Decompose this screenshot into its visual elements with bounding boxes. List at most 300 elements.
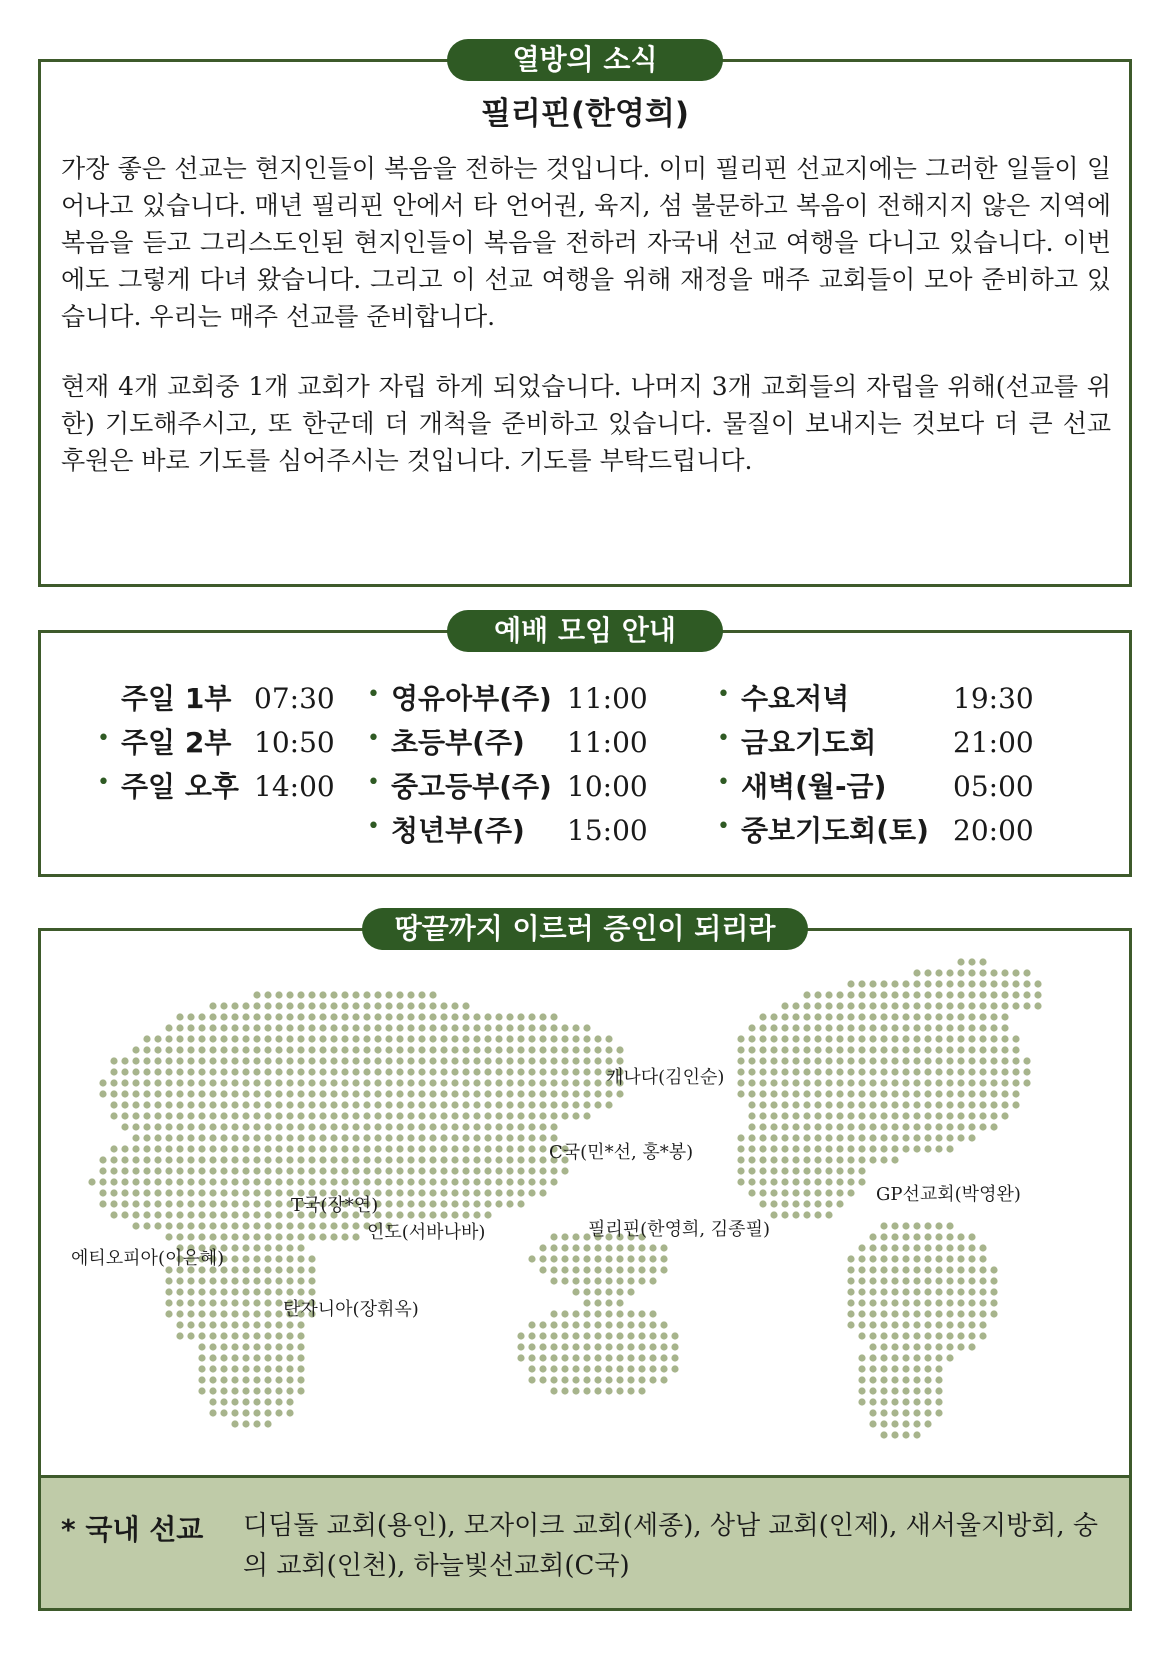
map-dot [913,1244,920,1251]
map-dot [253,1057,260,1064]
map-dot [847,1002,854,1009]
map-dot [209,1156,216,1163]
map-dot [979,969,986,976]
map-dot [220,1211,227,1218]
map-dot [517,1200,524,1207]
map-dot [231,1343,238,1350]
map-dot [352,1090,359,1097]
map-dot [539,1090,546,1097]
map-dot [231,1310,238,1317]
map-dot [484,1156,491,1163]
map-dot [352,1112,359,1119]
map-dot [253,1365,260,1372]
map-dot [902,1420,909,1427]
map-dot [847,1035,854,1042]
map-dot [275,1266,282,1273]
map-dot [341,1145,348,1152]
map-dot [484,1167,491,1174]
map-dot [143,1090,150,1097]
map-dot [814,1112,821,1119]
map-dot [1023,1068,1030,1075]
map-dot [154,1156,161,1163]
map-dot [176,1035,183,1042]
map-dot [264,1200,271,1207]
map-dot [297,1057,304,1064]
map-dot [836,1101,843,1108]
map-dot [968,991,975,998]
map-dot [968,1310,975,1317]
map-dot [660,1332,667,1339]
map-dot [891,1002,898,1009]
map-dot [880,1310,887,1317]
map-dot [264,1288,271,1295]
map-dot [880,1134,887,1141]
map-dot [154,1101,161,1108]
map-dot [187,1332,194,1339]
map-dot [198,1222,205,1229]
map-dot [561,1090,568,1097]
map-dot [176,1233,183,1240]
map-dot [770,1167,777,1174]
map-dot [539,1013,546,1020]
map-dot [220,1299,227,1306]
map-dot [341,1079,348,1086]
map-dot [902,1299,909,1306]
map-dot [814,1178,821,1185]
map-dot [858,1156,865,1163]
map-dot [836,1123,843,1130]
map-dot [220,1024,227,1031]
map-dot [506,1189,513,1196]
map-dot [616,1090,623,1097]
map-dot [1034,980,1041,987]
map-dot [286,991,293,998]
map-dot [264,1420,271,1427]
map-dot [352,1013,359,1020]
map-dot [286,1134,293,1141]
map-dot [231,1277,238,1284]
map-dot [913,1354,920,1361]
map-dot [253,1090,260,1097]
map-dot [891,1387,898,1394]
map-dot [781,1068,788,1075]
map-dot [935,1013,942,1020]
map-dot [792,1123,799,1130]
service-time: 21:00 [953,726,1034,759]
map-dot [286,1013,293,1020]
map-dot [506,1112,513,1119]
map-dot [396,1112,403,1119]
map-dot [979,1046,986,1053]
map-dot [484,1200,491,1207]
map-dot [473,1189,480,1196]
map-dot [385,1068,392,1075]
map-dot [924,1134,931,1141]
map-dot [924,1332,931,1339]
map-dot [572,1343,579,1350]
map-dot [429,1167,436,1174]
map-dot [605,1365,612,1372]
map-dot [352,1233,359,1240]
map-dot [792,1079,799,1086]
map-dot [99,1156,106,1163]
map-dot [946,1277,953,1284]
map-dot [451,1002,458,1009]
map-dot [891,1266,898,1273]
map-dot [561,1266,568,1273]
map-dot [198,1079,205,1086]
map-dot [110,1068,117,1075]
map-dot [187,1079,194,1086]
map-dot [253,1376,260,1383]
map-dot [891,991,898,998]
map-dot [363,1167,370,1174]
map-dot [583,1277,590,1284]
map-dot [231,1178,238,1185]
map-dot [363,1035,370,1042]
map-dot [264,1244,271,1251]
map-dot [858,1365,865,1372]
map-dot [913,1398,920,1405]
service-time: 10:50 [254,726,335,759]
map-dot [792,1101,799,1108]
map-dot [594,1343,601,1350]
map-dot [110,1211,117,1218]
map-dot [341,1013,348,1020]
map-dot [352,1156,359,1163]
map-dot [253,1068,260,1075]
map-dot [242,1354,249,1361]
map-dot [781,1079,788,1086]
map-dot [561,1365,568,1372]
map-dot [275,1035,282,1042]
map-dot [308,1266,315,1273]
map-dot [902,1079,909,1086]
map-dot [550,1233,557,1240]
map-dot [902,1002,909,1009]
map-dot [198,1178,205,1185]
map-dot [913,1332,920,1339]
map-dot [187,1035,194,1042]
map-dot [924,991,931,998]
map-dot [1034,1002,1041,1009]
map-dot [242,1409,249,1416]
map-dot [275,1398,282,1405]
map-dot [451,1134,458,1141]
map-dot [319,1145,326,1152]
map-dot [825,1123,832,1130]
map-dot [935,1299,942,1306]
map-dot [781,1156,788,1163]
map-dot [297,1266,304,1273]
map-dot [583,1376,590,1383]
map-dot [935,1024,942,1031]
map-dot [605,1101,612,1108]
map-dot [902,1024,909,1031]
map-dot [209,1101,216,1108]
map-dot [583,1332,590,1339]
map-dot [671,1332,678,1339]
map-dot [770,1134,777,1141]
map-dot [594,1288,601,1295]
map-dot [803,1090,810,1097]
map-dot [1023,969,1030,976]
map-dot [605,1255,612,1262]
map-dot [814,1068,821,1075]
map-dot [550,1244,557,1251]
map-dot [297,1255,304,1262]
map-dot [847,1310,854,1317]
map-dot [297,1024,304,1031]
map-dot [154,1222,161,1229]
map-dot [792,1068,799,1075]
map-dot [638,1365,645,1372]
map-dot [341,1057,348,1064]
map-dot [473,1013,480,1020]
map-dot [231,1354,238,1361]
map-dot [484,1211,491,1218]
map-dot [660,1365,667,1372]
map-dot [231,1156,238,1163]
map-dot [154,1134,161,1141]
map-dot [759,1024,766,1031]
map-dot [979,1002,986,1009]
map-dot [308,1024,315,1031]
map-dot [495,1046,502,1053]
map-dot [858,1068,865,1075]
map-dot [847,1299,854,1306]
map-dot [187,1101,194,1108]
map-dot [583,1101,590,1108]
map-dot [429,1024,436,1031]
map-dot [627,1321,634,1328]
map-dot [880,1409,887,1416]
map-dot [341,1233,348,1240]
map-dot [165,1288,172,1295]
map-dot [880,1123,887,1130]
map-dot [946,1321,953,1328]
map-dot [176,1321,183,1328]
map-dot [550,1123,557,1130]
map-dot [1012,969,1019,976]
map-dot [924,1310,931,1317]
map-dot [198,1189,205,1196]
map-dot [561,1387,568,1394]
map-dot [561,1167,568,1174]
map-dot [869,1398,876,1405]
map-dot [176,1024,183,1031]
map-dot [979,1266,986,1273]
map-dot [407,1123,414,1130]
map-dot [440,1145,447,1152]
service-time: 19:30 [953,682,1034,715]
map-dot [242,1222,249,1229]
map-dot [605,1387,612,1394]
map-dot [495,1145,502,1152]
map-dot [770,1123,777,1130]
map-dot [407,1156,414,1163]
map-dot [407,1134,414,1141]
map-dot [528,1189,535,1196]
map-dot [1012,1090,1019,1097]
map-dot [165,1035,172,1042]
map-dot [858,1266,865,1273]
map-dot [517,1013,524,1020]
map-dot [363,1068,370,1075]
map-dot [352,1057,359,1064]
map-dot [220,1288,227,1295]
map-dot [803,1057,810,1064]
map-dot [891,1255,898,1262]
map-dot [957,1299,964,1306]
map-dot [121,1145,128,1152]
map-dot [209,1211,216,1218]
map-dot [946,1222,953,1229]
map-dot [330,1079,337,1086]
map-dot [176,1013,183,1020]
map-dot [286,1112,293,1119]
map-dot [363,1134,370,1141]
map-dot [836,1090,843,1097]
map-dot [1001,1057,1008,1064]
map-dot [396,1035,403,1042]
map-dot [935,980,942,987]
map-dot [484,1123,491,1130]
map-dot [396,1068,403,1075]
map-dot [1012,1101,1019,1108]
map-dot [638,1255,645,1262]
map-dot [594,1046,601,1053]
bullet-icon: • [717,814,730,839]
map-dot [891,1354,898,1361]
map-dot [341,1002,348,1009]
map-dot [616,1244,623,1251]
map-dot [913,1288,920,1295]
map-dot [264,1398,271,1405]
map-dot [253,1332,260,1339]
map-dot [957,1035,964,1042]
map-dot [297,1145,304,1152]
map-dot [429,1090,436,1097]
map-dot [242,1255,249,1262]
map-dot [561,1068,568,1075]
map-dot [231,1244,238,1251]
map-dot [836,991,843,998]
map-dot [847,1266,854,1273]
map-dot [242,1332,249,1339]
map-dot [825,1189,832,1196]
map-dot [869,1376,876,1383]
map-dot [176,1299,183,1306]
map-dot [858,1277,865,1284]
map-dot [418,1156,425,1163]
map-dot [220,1134,227,1141]
map-dot [1001,980,1008,987]
map-dot [572,1035,579,1042]
map-dot [957,1002,964,1009]
map-dot [594,1035,601,1042]
map-dot [979,1035,986,1042]
map-dot [924,1068,931,1075]
map-dot [297,1156,304,1163]
map-dot [990,980,997,987]
map-dot [968,1013,975,1020]
map-dot [154,1035,161,1042]
map-dot [506,1145,513,1152]
map-dot [946,1288,953,1295]
map-dot [748,1167,755,1174]
map-dot [803,1112,810,1119]
map-dot [605,1277,612,1284]
map-dot [209,1079,216,1086]
map-dot [968,958,975,965]
map-dot [286,1024,293,1031]
map-dot [891,1277,898,1284]
map-dot [528,1178,535,1185]
map-dot [572,1244,579,1251]
map-dot [462,1200,469,1207]
map-dot [231,1123,238,1130]
map-dot [308,1112,315,1119]
map-dot [616,1288,623,1295]
map-dot [286,1332,293,1339]
map-dot [253,1255,260,1262]
map-dot [451,1156,458,1163]
map-dot [627,1376,634,1383]
map-dot [572,1024,579,1031]
map-dot [924,1409,931,1416]
map-dot [209,1343,216,1350]
map-dot [550,1057,557,1064]
service-time: 10:00 [567,770,648,803]
map-dot [539,1167,546,1174]
map-dot [253,1244,260,1251]
map-dot [825,1167,832,1174]
map-dot [858,1398,865,1405]
map-dot [242,1299,249,1306]
map-dot [825,1156,832,1163]
map-dot [825,1079,832,1086]
map-dot [627,1354,634,1361]
map-dot [913,1079,920,1086]
map-dot [880,1255,887,1262]
map-dot [891,1310,898,1317]
map-dot [924,1343,931,1350]
map-dot [902,1365,909,1372]
map-dot [550,1387,557,1394]
map-dot [440,1057,447,1064]
map-dot [319,1079,326,1086]
map-dot [968,1321,975,1328]
map-dot [286,1409,293,1416]
map-dot [165,1024,172,1031]
map-dot [880,1068,887,1075]
map-dot [495,1134,502,1141]
map-dot [209,1046,216,1053]
map-dot [902,1145,909,1152]
map-dot [253,1222,260,1229]
map-dot [880,1376,887,1383]
map-dot [957,1101,964,1108]
map-dot [935,1376,942,1383]
map-dot [264,1178,271,1185]
map-dot [385,1123,392,1130]
map-dot [451,1013,458,1020]
map-dot [110,1200,117,1207]
map-dot [319,1013,326,1020]
map-dot [759,1200,766,1207]
map-dot [935,1266,942,1273]
